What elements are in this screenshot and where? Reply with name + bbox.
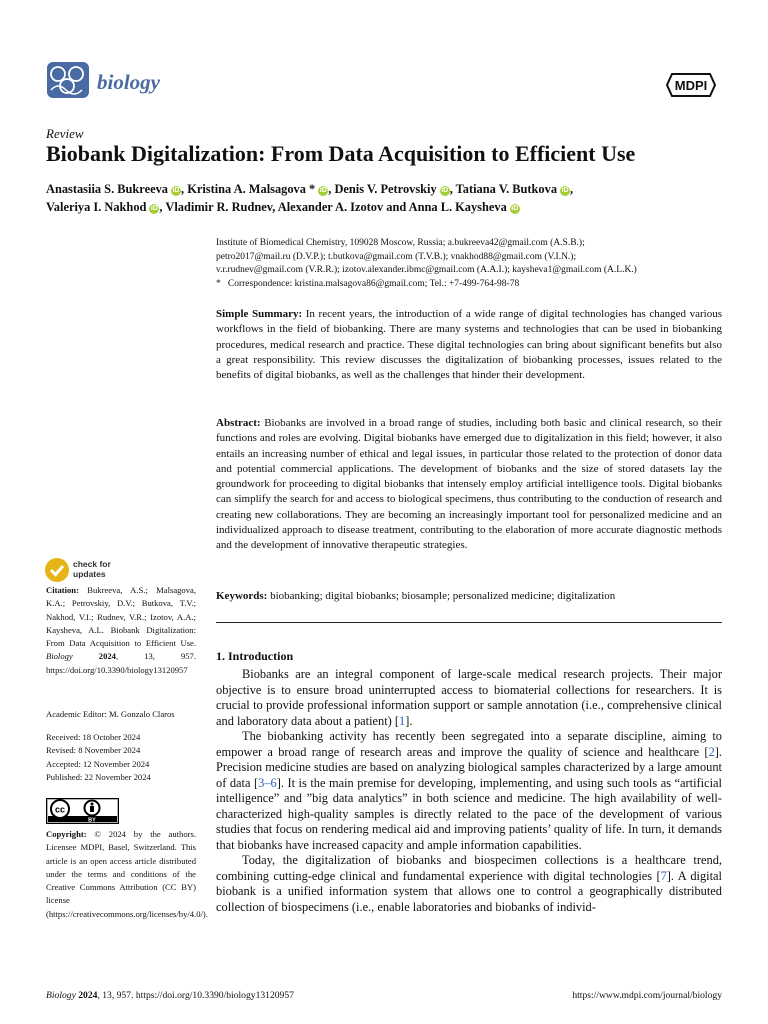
check-for-updates-badge[interactable] — [44, 557, 124, 583]
author-name[interactable]: Denis V. Petrovskiy — [334, 182, 437, 196]
simple-summary-text: In recent years, the introduction of a wide range of digital technologies has changed various workflows in the field of biobanking. There are many systems and technologies that can be used in biobanking procedures, medical research and practice. These digital technologies can bring about significant benefits but also a great responsibility. This review discusses the digitalization of biobanking processes, issues related to the benefits of digital biobanks, as well as the challenges that hinder their development. — [216, 308, 723, 381]
author-name[interactable]: Valeriya I. Nakhod — [46, 200, 147, 214]
affiliation-block — [216, 237, 736, 291]
paragraph: The biobanking activity has recently been segregated into a separate discipline, aiming to empower a broad range of research areas and improve the quality of science and healthcare [2]. Precision medicine studies are based on analyzing biological samples characterized by a large amount of data [3–6]. It is the main premise for developing, implementing, and using such tools as “artificial intelligence” and ”big data analytics” in both science and medicine. The high availability of well-characterized high-quality samples is directly related to the pace of the development of various studies that focus on rendering medical aid and improving patients’ quality of life. In turn, it demands that biobanks have increased capacity and ample information capabilities. — [216, 729, 723, 852]
orcid-icon[interactable]: iD — [561, 187, 569, 194]
citation-link[interactable]: 3–6 — [258, 775, 277, 790]
corresponding-mark: * — [309, 182, 316, 196]
cc-by-license-icon[interactable] — [46, 798, 119, 824]
accepted-date: Accepted: 12 November 2024 — [46, 758, 150, 769]
citation-block — [46, 584, 196, 677]
article-type: Review — [46, 126, 84, 141]
copyright-block — [46, 828, 208, 921]
simple-summary — [216, 307, 722, 383]
footer-journal-url[interactable]: https://www.mdpi.com/journal/biology — [572, 990, 722, 1001]
abstract-text: Biobanks are involved in a broad range of studies, including both basic and clinical research, so their functions and roles are evolving. Digital biobanks have emerged due to digitalization in this field; however, it also entails an increasing number of ethical and legal issues, in particular those related to the protection of donor data and potential commercial applications. The development of biobanks and the size of stored datasets lay the groundwork for proceeding to digital biobanks that intensely employ artificial intelligence tools. Digital biobanks can simplify the search for and access to biological specimens, thus contributing to the conduction of research and creating new collaborations. They are becoming an increasingly important tool for personalized medicine and an individualized approach to disease treatment, contributing to the elaboration of more accurate diagnostic methods and the development of innovative therapeutic strategies. — [216, 417, 722, 551]
paragraph: Today, the digitalization of biobanks and biospecimen collections is a healthcare trend, combining cutting-edge clinical and fundamental experience with digital technologies [7]. A digital biobank is a unified information system that allows one to control a geographically distributed collection of biospecimens (i.e., enable laboratories and biobanks of individ- — [216, 853, 722, 914]
footer-journal: Biology — [46, 990, 76, 1001]
author-name[interactable]: Anastasiia S. Bukreeva — [46, 182, 168, 196]
author-list — [46, 180, 736, 216]
correspondence-line: * Correspondence: kristina.malsagova86@gmail.com; Tel.: +7-499-764-98-78 — [216, 278, 520, 289]
abstract-label: Abstract: — [216, 417, 261, 429]
simple-summary-label: Simple Summary: — [216, 308, 303, 320]
journal-name[interactable]: biology — [97, 70, 160, 94]
orcid-icon[interactable]: iD — [319, 187, 327, 194]
check-updates-line1: check for — [73, 559, 111, 569]
orcid-icon[interactable]: iD — [441, 187, 449, 194]
biology-journal-logo — [46, 60, 90, 100]
citation-link[interactable]: 2 — [708, 744, 715, 759]
affiliation-line: Institute of Biomedical Chemistry, 109028 Moscow, Russia; a.bukreeva42@gmail.com (A.S.B.); — [216, 238, 585, 248]
section-divider — [216, 622, 722, 623]
copyright-label: Copyright: — [46, 829, 87, 839]
author-name[interactable]: Tatiana V. Butkova — [455, 182, 558, 196]
published-date: Published: 22 November 2024 — [46, 771, 151, 782]
section-heading: 1. Introduction — [216, 649, 294, 663]
author-name[interactable]: Vladimir R. Rudnev, Alexander A. Izotov and Anna L. Kaysheva — [165, 200, 507, 214]
article-title: Biobank Digitalization: From Data Acquisition to Efficient Use — [46, 141, 636, 166]
keywords — [216, 589, 722, 604]
citation-text: Bukreeva, A.S.; Malsagova, K.A.; Petrovskiy, D.V.; Butkova, T.V.; Nakhod, V.I.; Rudnev, V.R.; Izotov, A.A.; Kaysheva, A.L. Biobank Digitalization: From Data Acquisition to Efficient Use. — [46, 585, 196, 649]
author-line-1: Anastasiia S. Bukreeva iD , Kristina A. Malsagova * iD , Denis V. Petrovskiy iD , Tatiana V. Butkova iD , — [46, 182, 574, 196]
received-date: Received: 18 October 2024 — [46, 732, 141, 742]
citation-year: 2024 — [98, 651, 116, 662]
abstract — [216, 416, 722, 553]
revised-date: Revised: 8 November 2024 — [46, 745, 141, 756]
mdpi-logo-text: MDPI — [674, 78, 708, 93]
citation-link[interactable]: 7 — [660, 868, 667, 883]
check-updates-icon — [44, 557, 70, 583]
author-name[interactable]: Kristina A. Malsagova — [187, 182, 306, 196]
affiliation-line: petro2017@mail.ru (D.V.P.); t.butkova@gmail.com (T.V.B.); vnakhod88@gmail.com (V.I.N.); — [216, 251, 577, 262]
orcid-icon[interactable]: iD — [511, 205, 519, 212]
citation-link[interactable]: 1 — [399, 713, 406, 728]
dates-block — [46, 731, 196, 784]
svg-text:cc: cc — [54, 804, 66, 815]
orcid-icon[interactable]: iD — [150, 205, 158, 212]
citation-label: Citation: — [46, 585, 79, 595]
check-updates-line2: updates — [73, 569, 106, 579]
footer-citation — [46, 990, 294, 1001]
author-line-2: Valeriya I. Nakhod iD , Vladimir R. Rudnev, Alexander A. Izotov and Anna L. Kaysheva iD — [46, 200, 519, 214]
citation-volume[interactable]: , 13, 957. https://doi.org/10.3390/biology13120957 — [46, 651, 196, 675]
footer-year: 2024 — [78, 990, 98, 1001]
orcid-icon[interactable]: iD — [172, 187, 180, 194]
copyright-text: © 2024 by the authors. Licensee MDPI, Basel, Switzerland. This article is an open access article distributed under the terms and conditions of the Creative Commons Attribution (CC BY) license (https://creativecommons.org/licenses/by/4.0/). — [46, 829, 208, 919]
footer-doi[interactable]: , 13, 957. https://doi.org/10.3390/biology13120957 — [97, 990, 294, 1001]
academic-editor: Academic Editor: M. Gonzalo Claros — [46, 709, 175, 719]
paragraph: Biobanks are an integral component of large-scale medical research projects. Their major objective is to ensure broad uninterrupted access to biomaterial collections for researchers. It is crucial to provide professional information support or sample annotation (i.e., comprehensive clinical and laboratory data about a patient) [1]. — [216, 667, 722, 728]
keywords-label: Keywords: — [216, 590, 268, 602]
keywords-text: biobanking; digital biobanks; biosample; personalized medicine; digitalization — [270, 590, 616, 602]
introduction-body — [216, 667, 722, 915]
cc-label: BY — [88, 817, 96, 824]
mdpi-logo — [666, 72, 716, 98]
citation-journal: Biology — [46, 651, 73, 662]
affiliation-line: v.r.rudnev@gmail.com (V.R.R.); izotov.alexander.ibmc@gmail.com (A.A.I.); kaysheva1@gmail.com (A.L.K.) — [216, 265, 637, 276]
